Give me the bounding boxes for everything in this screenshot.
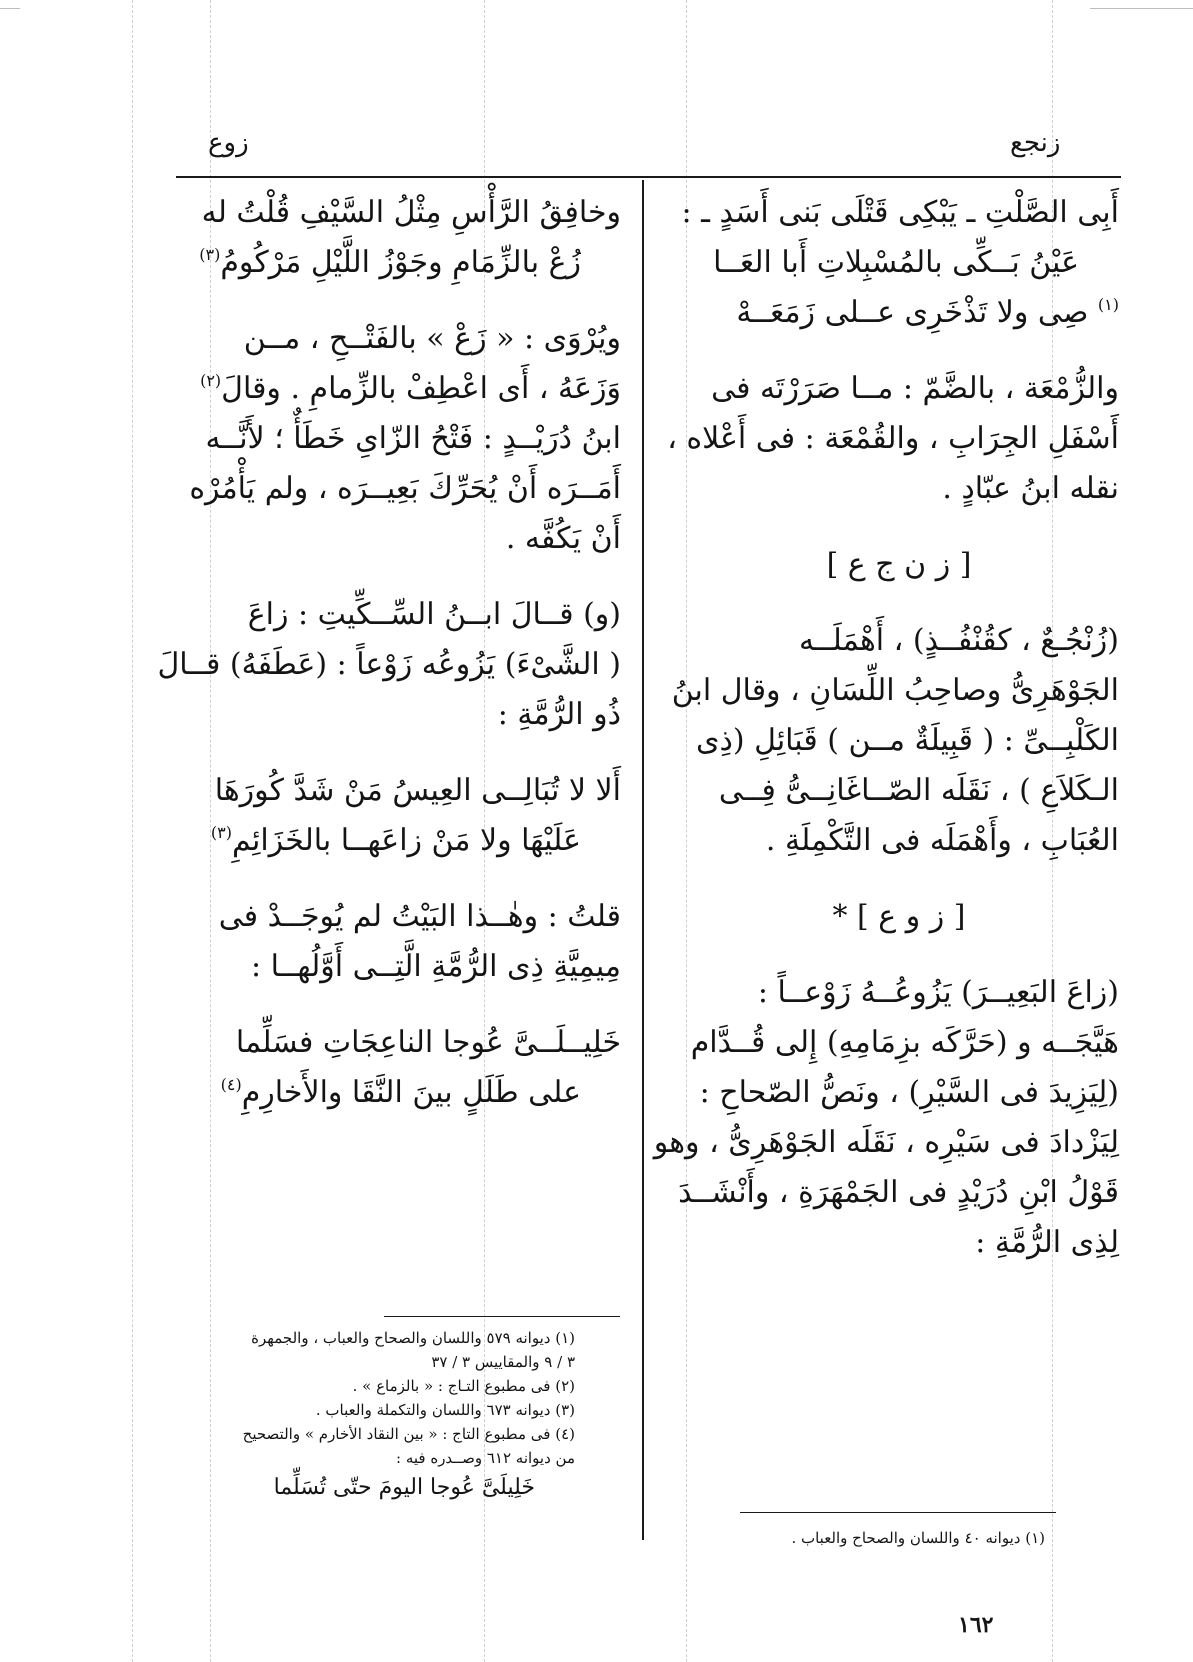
- verse-text: عَلَيْهَا ولا مَنْ زاعَهــا بالخَزَائِمِ: [232, 823, 581, 858]
- text-line: هَيَّجَــه و (حَرَّكَه بزِمَامِهِ) إِلى قُــدَّام: [690, 1025, 1119, 1060]
- text-line: أَسْفَلِ الجِرَابِ ، والقُمْعَة : فى أَعْلاه ،: [667, 421, 1119, 456]
- footnote: (٣) ديوانه ٦٧٣ واللسان والتكملة والعباب .: [315, 1401, 575, 1419]
- column-divider: [642, 180, 644, 1540]
- footnote-marker: (١): [1097, 295, 1119, 314]
- text-line: والزُّمْعَة ، بالضَّمّ : مــا صَرَرْتَه فى: [711, 371, 1119, 406]
- verse-line: أَلا لا تُبَالِــى العِيسُ مَنْ شَدَّ كُورَهَا: [214, 773, 621, 808]
- verse-line: [181, 1068, 621, 1118]
- text-line: نقله ابنُ عبّادٍ .: [942, 471, 1119, 506]
- text-line: أَنْ يَكُفَّه .: [505, 521, 621, 556]
- spacer: [679, 590, 1119, 616]
- spacer: [679, 338, 1119, 364]
- scan-guide-line: [132, 0, 133, 1662]
- verse-line: [181, 816, 621, 866]
- text-line: مِيمِيَّةِ ذِى الرُّمَّةِ الَّتِــى أَوَّلُهــا :: [250, 949, 621, 984]
- verse-text: زُعْ بالزِّمَامِ وجَوْزُ اللَّيْلِ مَرْكُومُ: [220, 245, 581, 280]
- spacer: [679, 942, 1119, 968]
- left-footnotes: [243, 1326, 575, 1506]
- text-line: ويُرْوَى : « زَعْ » بالفَتْــحِ ، مــن: [243, 321, 621, 356]
- scan-edge-mark: [0, 8, 20, 9]
- verse-line: وخافِقُ الرَّأْسِ مِثْلُ السَّيْفِ قُلْتُ له: [201, 195, 621, 230]
- text-line: [181, 364, 621, 414]
- footnote-marker: (٣): [199, 245, 221, 264]
- scan-edge-mark: [1090, 8, 1193, 9]
- footnote-marker: (٤): [220, 1075, 242, 1094]
- footnote: ٣ / ٩ والمقاييس ٣ / ٣٧: [431, 1353, 575, 1371]
- page-number: ١٦٢: [958, 1612, 994, 1638]
- running-head-left: زوع: [208, 128, 249, 158]
- spacer: [181, 288, 621, 314]
- text-line: لِذِى الرُّمَّةِ :: [975, 1225, 1119, 1260]
- entry-heading: [ ز و ع ] *: [832, 899, 966, 934]
- text-line: ذُو الرُّمَّةِ :: [497, 697, 621, 732]
- text-line: أَبِى الصَّلْتِ ـ يَبْكِى قَتْلَى بَنى أَسَدٍ ـ :: [681, 195, 1119, 230]
- verse-line: عَيْنُ بَــكِّى بالمُسْبِلاتِ أَبا العَــا: [713, 245, 1079, 280]
- header-rule: [176, 176, 1121, 178]
- footnote-rule: [740, 1512, 1056, 1513]
- text-line: الجَوْهَرِىُّ وصاحِبُ اللِّسَانِ ، وقال ابنُ: [671, 673, 1119, 708]
- text-line: قلتُ : وهٰــذا البَيْتُ لم يُوجَــدْ فى: [218, 899, 621, 934]
- left-column: [157, 188, 621, 1118]
- footnote: (٤) فى مطبوع التاج : « بين النقاد الأخارم » والتصحيح: [242, 1425, 575, 1443]
- verse-line: [679, 288, 1119, 338]
- running-head-right: زنجع: [1010, 128, 1061, 158]
- text-line: (و) قــالَ ابــنُ السِّــكِّيتِ : زاعَ: [247, 597, 621, 632]
- text-line: لِيَزْدادَ فى سَيْرِه ، نَقَلَه الجَوْهَرِىُّ ، وهو: [653, 1125, 1119, 1160]
- spacer: [181, 564, 621, 590]
- verse-line: [181, 238, 621, 288]
- verse-text: على طَلَلٍ بينَ النَّقَا والأَخارِمِ: [241, 1075, 581, 1110]
- text-line: قَوْلُ ابْنِ دُرَيْدٍ فى الجَمْهَرَةِ ، وأَنْشَــدَ: [678, 1175, 1119, 1210]
- text-line: أَمَــرَه أَنْ يُحَرِّكَ بَعِيــرَه ، ولم يَأْمُرْه: [189, 471, 621, 506]
- text-line: العُبَابِ ، وأَهْمَلَه فى التَّكْمِلَةِ .: [765, 823, 1119, 858]
- text-line: (زاعَ البَعِيــرَ) يَزُوعُــهُ زَوْعــاً :: [757, 975, 1119, 1010]
- entry-heading: [ ز ن ج ع ]: [826, 547, 972, 582]
- right-column: [653, 188, 1119, 1268]
- footnote: (١) ديوانه ٤٠ واللسان والصحاح والعباب .: [791, 1529, 1045, 1547]
- text-fragment: وَزَعَهُ ، أَى اعْطِفْ بالزِّمامِ . وقالَ: [221, 371, 621, 406]
- right-footnotes: [791, 1526, 1045, 1550]
- text-line: ابنُ دُرَيْــدٍ : فَتْحُ الزّاىِ خَطَأٌ ؛ لأَنَّــه: [205, 421, 621, 456]
- text-line: (زُنْجُـعٌ ، كقُنْفُــذٍ) ، أَهْمَلَــه: [799, 623, 1119, 658]
- text-line: (لِيَزِيدَ فى السَّيْرِ) ، ونَصُّ الصّحاحِ :: [699, 1075, 1119, 1110]
- spacer: [679, 866, 1119, 892]
- footnote: من ديوانه ٦١٢ وصــدره فيه :: [396, 1449, 575, 1467]
- spacer: [181, 866, 621, 892]
- spacer: [181, 740, 621, 766]
- spacer: [679, 514, 1119, 540]
- spacer: [181, 992, 621, 1018]
- footnote-marker: (٣): [210, 823, 233, 842]
- text-line: ( الشَّىْءَ) يَزُوعُه زَوْعاً : (عَطَفَهُ) قــالَ: [157, 647, 621, 682]
- footnote-marker: (٢): [200, 371, 222, 390]
- footnote-rule: [384, 1316, 620, 1317]
- text-line: الكَلْبِــىِّ : ( قَبِيلَةٌ مــن ) قَبَائِلِ (ذِى: [696, 723, 1119, 758]
- footnote: (٢) فى مطبوع التـاج : « بالزماع » .: [352, 1377, 575, 1395]
- footnote-verse: خَلِيلَىَّ عُوجا اليومَ حتّى تُسَلِّما: [273, 1475, 535, 1500]
- footnote: (١) ديوانه ٥٧٩ واللسان والصحاح والعباب ، والجمهرة: [251, 1329, 575, 1347]
- verse-line: خَلِيــلَــىَّ عُوجا الناعِجَاتِ فسَلِّما: [235, 1025, 621, 1060]
- text-line: الـكَلاَعِ ) ، نَقَلَه الصّــاغَانِــىُّ فِــى: [718, 773, 1119, 808]
- verse-text: صِى ولا تَذْخَرِى عــلى زَمَعَــهْ: [736, 295, 1089, 330]
